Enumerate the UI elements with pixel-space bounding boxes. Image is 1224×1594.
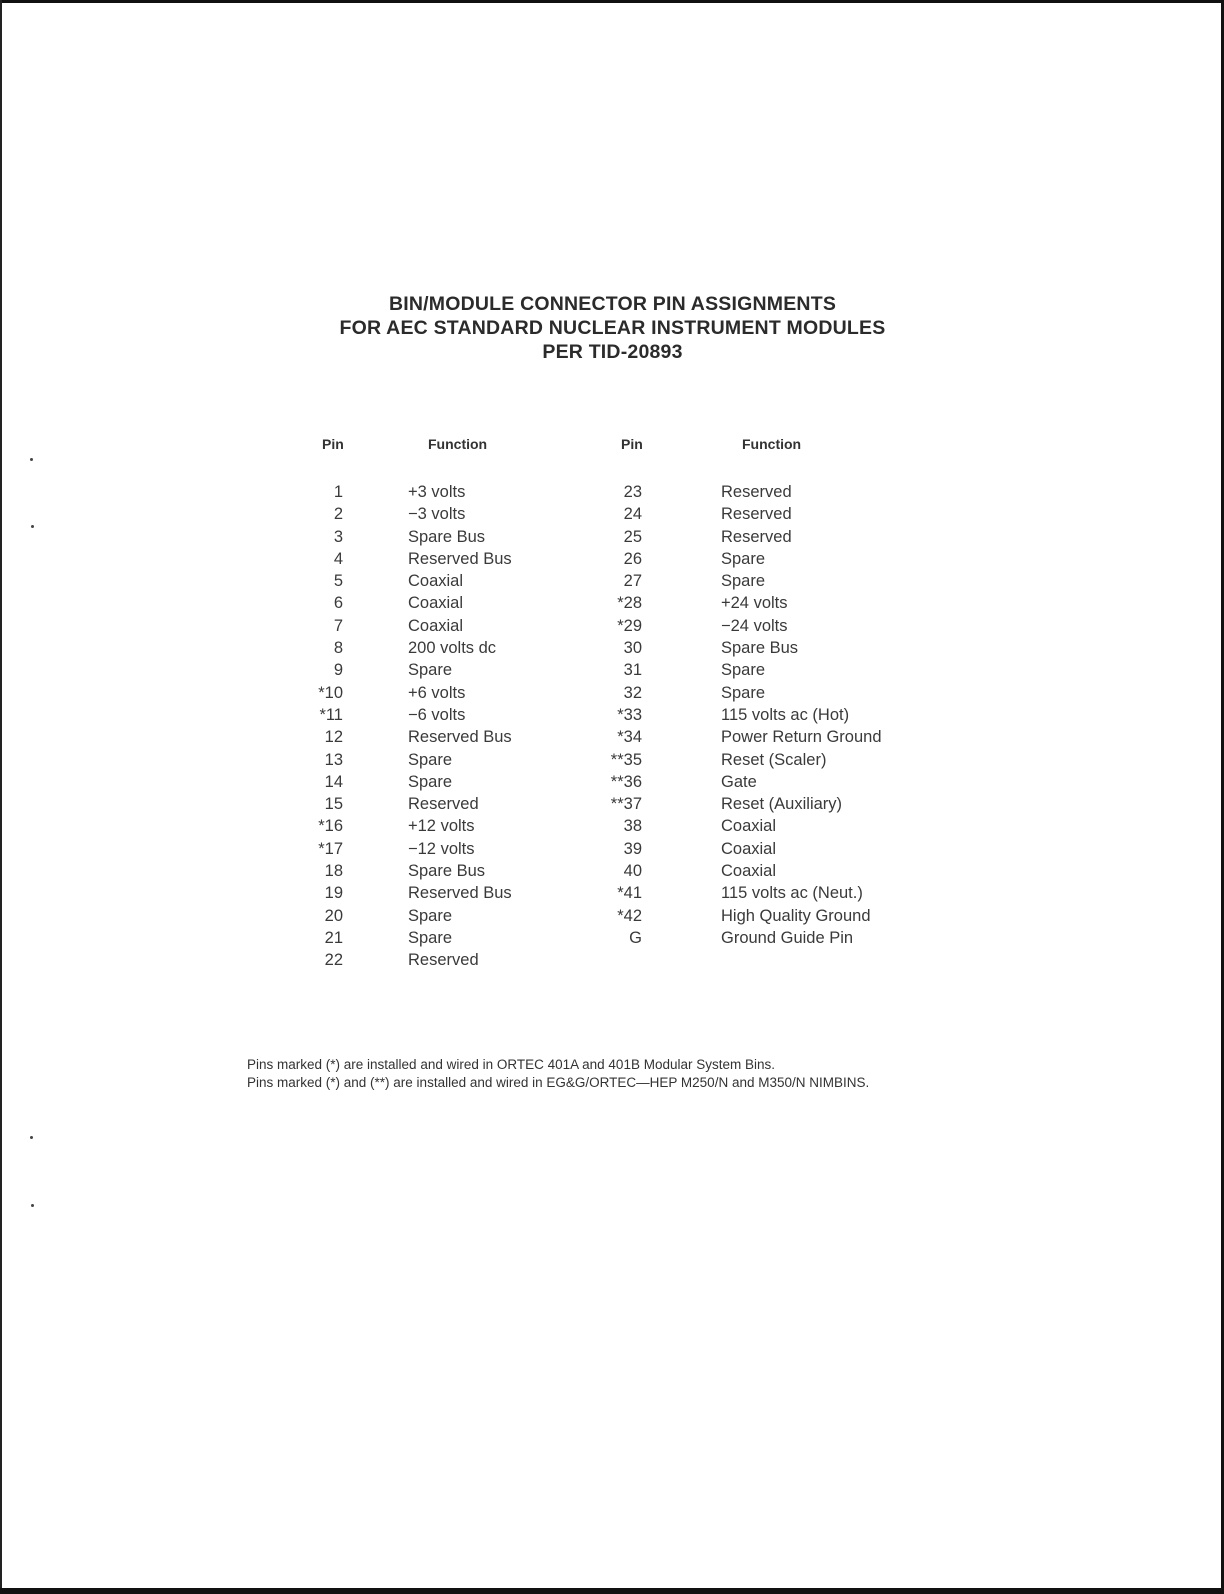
right-function-cell: Spare	[721, 572, 766, 591]
right-pin-cell: 24	[623, 505, 642, 524]
scan-speck	[31, 1204, 34, 1207]
right-function-cell: 115 volts ac (Neut.)	[721, 884, 863, 903]
left-pin-cell: 14	[324, 772, 343, 791]
right-function-cell: High Quality Ground	[721, 906, 871, 925]
right-function-cell: Spare	[721, 661, 766, 680]
right-pin-cell: *29	[617, 616, 642, 635]
left-pin-cell: *16	[318, 817, 343, 836]
right-function-header: Function	[742, 436, 802, 452]
left-function-cell: −6 volts	[408, 705, 466, 724]
left-pin-cell: 20	[324, 906, 343, 925]
right-function-cell: Reset (Auxiliary)	[721, 795, 843, 814]
title-line-1: BIN/MODULE CONNECTOR PIN ASSIGNMENTS	[388, 293, 837, 315]
scan-speck	[30, 1136, 33, 1139]
left-function-cell: Spare	[408, 750, 453, 769]
left-function-cell: Reserved Bus	[408, 884, 512, 903]
right-function-column	[721, 481, 941, 949]
right-pin-cell: 40	[623, 862, 642, 881]
right-function-cell: 115 volts ac (Hot)	[721, 705, 850, 724]
left-function-cell: Reserved Bus	[408, 549, 512, 568]
left-pin-cell: 13	[324, 750, 343, 769]
left-function-cell: Reserved	[408, 951, 479, 970]
scan-speck	[30, 458, 33, 461]
left-function-cell: Coaxial	[408, 572, 464, 591]
left-pin-cell: 6	[333, 594, 343, 613]
footnote-line-1: Pins marked (*) are installed and wired in ORTEC 401A and 401B Modular System Bins.	[247, 1057, 776, 1072]
title-line-2: FOR AEC STANDARD NUCLEAR INSTRUMENT MODULES	[339, 317, 886, 339]
right-pin-cell: *33	[617, 705, 642, 724]
right-pin-cell: *41	[617, 884, 642, 903]
left-function-cell: Spare	[408, 772, 453, 791]
right-pin-column	[590, 481, 642, 949]
left-pin-cell: 19	[324, 884, 343, 903]
right-pin-cell: *42	[617, 906, 642, 925]
left-pin-cell: 8	[333, 639, 343, 658]
left-pin-cell: *10	[318, 683, 343, 702]
left-pin-cell: *17	[318, 839, 343, 858]
left-pin-cell: 18	[324, 862, 343, 881]
left-function-cell: +3 volts	[408, 483, 466, 501]
scan-speck	[31, 525, 34, 528]
left-pin-cell: *11	[319, 705, 343, 724]
right-pin-header: Pin	[621, 436, 643, 452]
left-function-cell: Spare	[408, 906, 453, 925]
left-pin-cell: 15	[324, 795, 343, 814]
right-function-cell: Spare	[721, 683, 766, 702]
right-pin-cell: 31	[623, 661, 642, 680]
left-pin-column	[300, 481, 343, 972]
left-function-cell: −3 volts	[408, 505, 466, 524]
right-function-cell: Gate	[721, 772, 757, 791]
left-pin-cell: 5	[333, 572, 343, 591]
left-pin-cell: 7	[333, 616, 343, 635]
left-function-cell: Reserved Bus	[408, 728, 512, 747]
left-function-column	[408, 481, 588, 972]
left-pin-cell: 4	[333, 549, 343, 568]
right-function-cell: Coaxial	[721, 862, 777, 881]
right-function-cell: Power Return Ground	[721, 728, 882, 747]
left-pin-cell: 9	[333, 661, 343, 680]
page-edge-bottom	[0, 1588, 1224, 1594]
right-pin-cell: *34	[617, 728, 642, 747]
right-pin-cell: 23	[623, 483, 642, 501]
right-function-cell: Reserved	[721, 483, 792, 501]
right-pin-cell: 30	[623, 639, 642, 658]
left-pin-cell: 3	[333, 527, 343, 546]
page-edge-top	[0, 0, 1224, 3]
left-pin-cell: 1	[333, 483, 343, 501]
page-edge-left	[0, 0, 2, 1594]
right-pin-cell: **35	[610, 750, 642, 769]
right-pin-cell: 26	[623, 549, 642, 568]
left-pin-header: Pin	[322, 436, 344, 452]
left-pin-cell: 12	[324, 728, 343, 747]
right-pin-cell: 27	[623, 572, 642, 591]
right-function-cell: Reserved	[721, 505, 792, 524]
left-function-cell: +12 volts	[408, 817, 475, 836]
right-pin-cell: **36	[610, 772, 642, 791]
document-title	[250, 292, 975, 364]
right-function-cell: Coaxial	[721, 839, 777, 858]
right-pin-cell: 32	[623, 683, 642, 702]
right-pin-cell: 38	[623, 817, 642, 836]
title-line-3: PER TID-20893	[542, 341, 683, 363]
left-function-cell: 200 volts dc	[408, 639, 497, 658]
left-pin-cell: 2	[333, 505, 343, 524]
left-function-cell: +6 volts	[408, 683, 466, 702]
right-function-cell: +24 volts	[721, 594, 788, 613]
left-function-cell: Spare Bus	[408, 527, 486, 546]
right-function-cell: Reset (Scaler)	[721, 750, 827, 769]
left-function-cell: Spare	[408, 928, 453, 947]
right-function-cell: Spare	[721, 549, 766, 568]
right-function-cell: Spare Bus	[721, 639, 799, 658]
right-function-cell: −24 volts	[721, 616, 788, 635]
left-pin-cell: 21	[324, 928, 343, 947]
left-function-cell: Spare	[408, 661, 453, 680]
footnote-line-2: Pins marked (*) and (**) are installed and wired in EG&G/ORTEC—HEP M250/N and M350/N NIMBINS.	[247, 1075, 870, 1090]
left-pin-cell: 22	[324, 951, 343, 970]
left-function-header: Function	[428, 436, 488, 452]
right-pin-cell: G	[629, 928, 642, 947]
left-function-cell: Spare Bus	[408, 862, 486, 881]
right-function-cell: Reserved	[721, 527, 792, 546]
right-pin-cell: 25	[623, 527, 642, 546]
left-function-cell: Coaxial	[408, 616, 464, 635]
right-function-cell: Coaxial	[721, 817, 777, 836]
right-function-cell: Ground Guide Pin	[721, 928, 854, 947]
right-pin-cell: **37	[610, 795, 642, 814]
left-function-cell: Reserved	[408, 795, 479, 814]
right-pin-cell: 39	[623, 839, 642, 858]
left-function-cell: −12 volts	[408, 839, 475, 858]
left-function-cell: Coaxial	[408, 594, 464, 613]
right-pin-cell: *28	[617, 594, 642, 613]
